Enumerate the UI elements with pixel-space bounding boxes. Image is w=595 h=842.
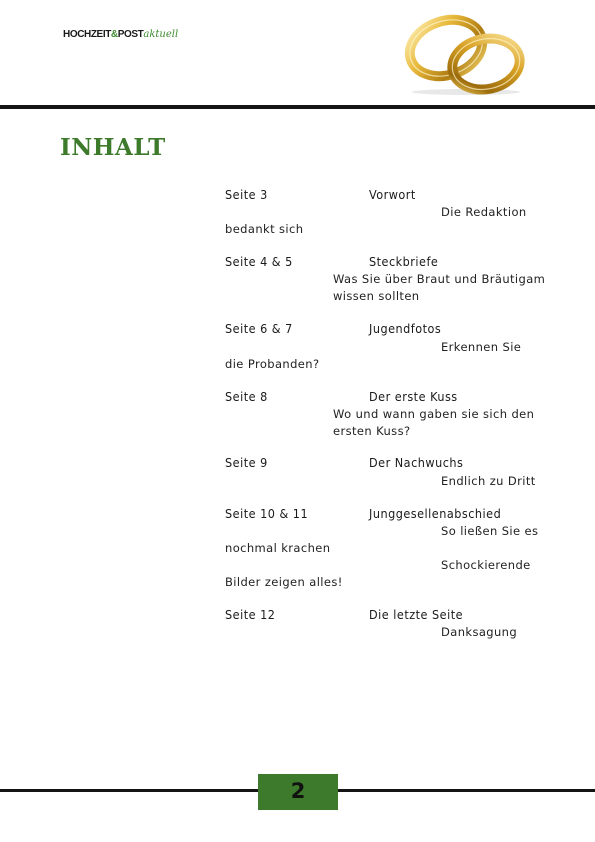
toc-description: Endlich zu Dritt — [441, 474, 536, 488]
toc-heading: Die letzte Seite — [369, 607, 464, 622]
magazine-logo — [63, 29, 178, 41]
page-title: INHALT — [60, 134, 166, 161]
toc-description: So ließen Sie es — [441, 524, 539, 538]
logo-part-post: POST — [117, 29, 144, 40]
toc-description: Was Sie über Braut und Bräutigam — [333, 272, 546, 286]
wedding-rings-image — [400, 12, 532, 96]
toc-heading: Jugendfotos — [369, 321, 442, 336]
logo-part-amp: & — [110, 29, 118, 40]
toc-heading: Der Nachwuchs — [369, 455, 464, 470]
toc-description: Erkennen Sie — [441, 340, 522, 354]
toc-description: nochmal krachen — [225, 541, 331, 555]
toc-page-label: Seite 8 — [225, 389, 268, 404]
toc-description: Danksagung — [441, 625, 518, 639]
header-rule — [0, 105, 595, 109]
toc-heading: Junggesellenabschied — [369, 506, 502, 521]
toc-heading: Vorwort — [369, 187, 416, 202]
toc-heading: Der erste Kuss — [369, 389, 458, 404]
toc-page-label: Seite 6 & 7 — [225, 321, 293, 336]
toc-description: Wo und wann gaben sie sich den — [333, 407, 535, 421]
toc-page-label: Seite 3 — [225, 187, 268, 202]
toc-page-label: Seite 10 & 11 — [225, 506, 309, 521]
logo-part-hochzeit: HOCHZEIT — [63, 29, 111, 40]
toc-page-label: Seite 12 — [225, 607, 276, 622]
toc-page-label: Seite 9 — [225, 455, 268, 470]
toc-page-label: Seite 4 & 5 — [225, 254, 293, 269]
logo-part-aktuell: aktuell — [143, 29, 179, 40]
toc-description: die Probanden? — [225, 357, 320, 371]
toc-description: Bilder zeigen alles! — [225, 575, 343, 589]
wedding-rings-icon — [400, 12, 532, 96]
toc-description: ersten Kuss? — [333, 424, 411, 438]
page-number: 2 — [290, 779, 306, 803]
toc-heading: Steckbriefe — [369, 254, 439, 269]
toc-description: Die Redaktion — [441, 205, 527, 219]
toc-description: Schockierende — [441, 558, 531, 572]
toc-description: wissen sollten — [333, 289, 420, 303]
toc-description: bedankt sich — [225, 222, 304, 236]
